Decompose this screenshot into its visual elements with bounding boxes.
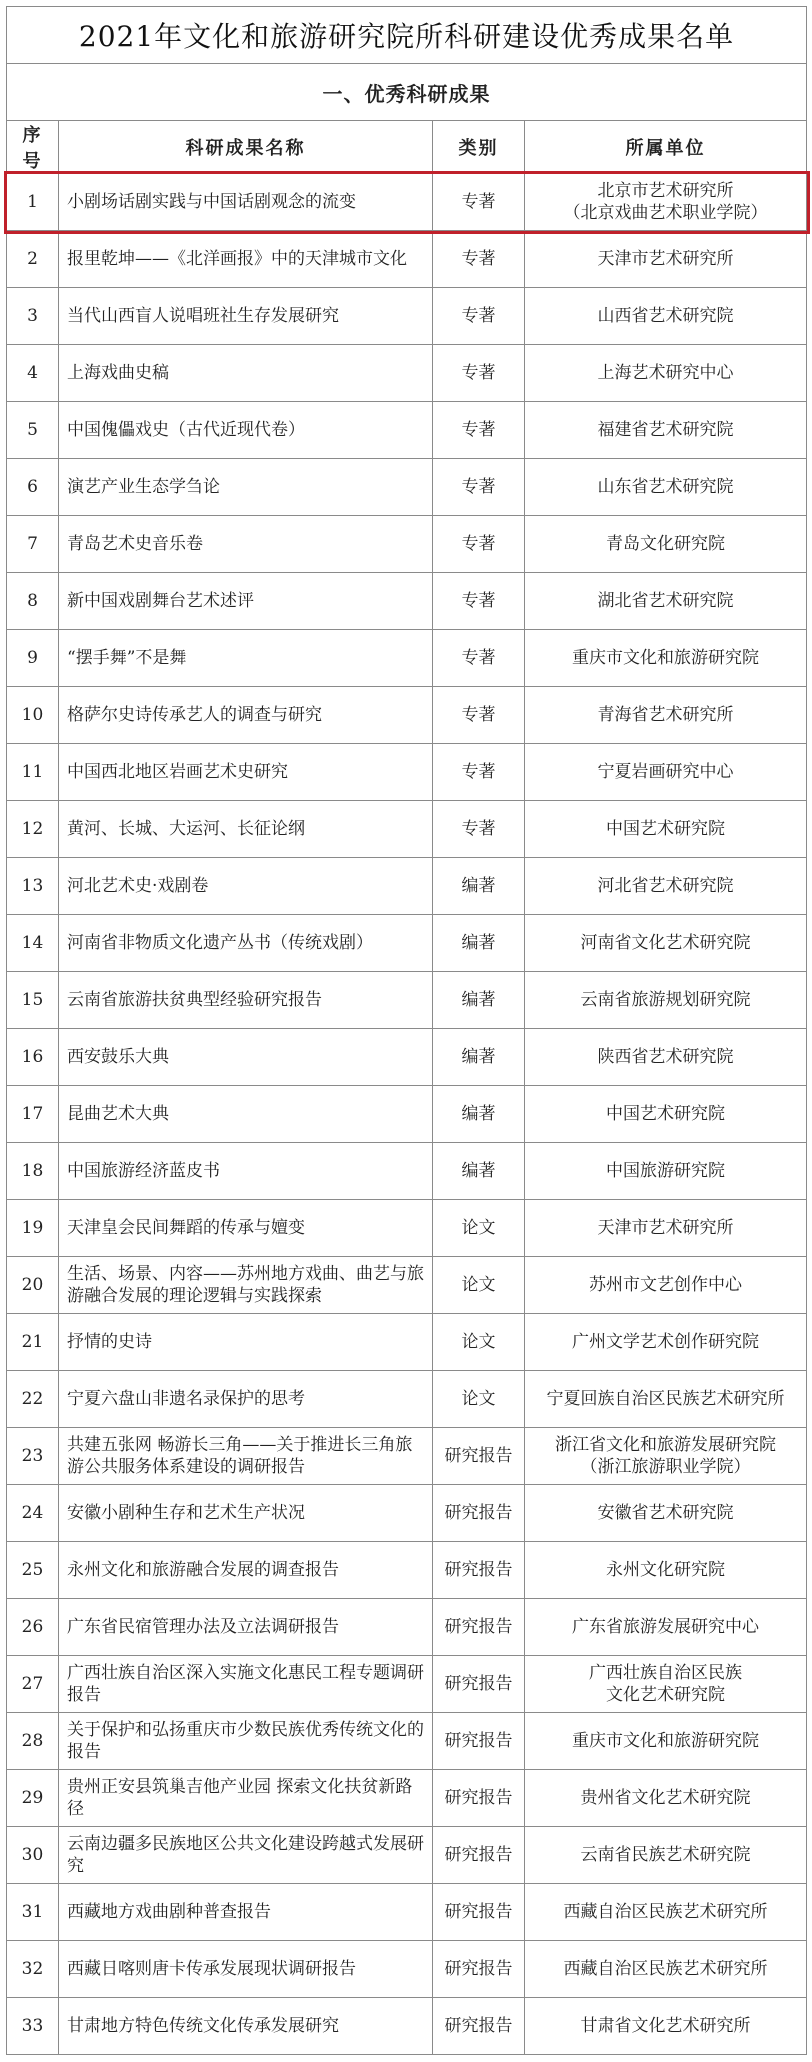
row-category: 研究报告 [433,1656,525,1713]
table-row [7,687,807,744]
row-number: 27 [7,1656,59,1713]
table-row [7,1884,807,1941]
row-title: 青岛艺术史音乐卷 [59,516,433,573]
row-institution: 河北省艺术研究院 [525,858,807,915]
table-row [7,1257,807,1314]
row-number: 16 [7,1029,59,1086]
row-title: 广西壮族自治区深入实施文化惠民工程专题调研报告 [59,1656,433,1713]
row-category: 研究报告 [433,1827,525,1884]
table-row [7,1998,807,2055]
results-table [6,6,807,2055]
row-category: 编著 [433,972,525,1029]
row-institution: 苏州市文艺创作中心 [525,1257,807,1314]
row-number: 17 [7,1086,59,1143]
row-title: 抒情的史诗 [59,1314,433,1371]
row-institution: 广西壮族自治区民族 文化艺术研究院 [525,1656,807,1713]
row-title: 中国旅游经济蓝皮书 [59,1143,433,1200]
table-row [7,1770,807,1827]
row-category: 编著 [433,1086,525,1143]
column-header-name: 科研成果名称 [59,121,433,174]
row-number: 21 [7,1314,59,1371]
table-row [7,1143,807,1200]
row-number: 24 [7,1485,59,1542]
row-institution: 上海艺术研究中心 [525,345,807,402]
table-row [7,1428,807,1485]
row-institution: 广州文学艺术创作研究院 [525,1314,807,1371]
table-row [7,1314,807,1371]
row-title: 昆曲艺术大典 [59,1086,433,1143]
row-category: 研究报告 [433,1941,525,1998]
table-header-row [7,121,807,174]
row-title: 甘肃地方特色传统文化传承发展研究 [59,1998,433,2055]
row-number: 29 [7,1770,59,1827]
row-number: 11 [7,744,59,801]
row-number: 14 [7,915,59,972]
row-institution: 浙江省文化和旅游发展研究院 （浙江旅游职业学院） [525,1428,807,1485]
row-category: 论文 [433,1257,525,1314]
row-number: 13 [7,858,59,915]
row-title: 小剧场话剧实践与中国话剧观念的流变 [59,174,433,231]
row-title: “摆手舞”不是舞 [59,630,433,687]
row-number: 20 [7,1257,59,1314]
row-number: 23 [7,1428,59,1485]
table-row [7,1542,807,1599]
row-number: 1 [7,174,59,231]
row-number: 15 [7,972,59,1029]
table-row [7,744,807,801]
table-row [7,1599,807,1656]
row-number: 5 [7,402,59,459]
row-title: 新中国戏剧舞台艺术述评 [59,573,433,630]
row-category: 研究报告 [433,1998,525,2055]
table-row [7,915,807,972]
row-institution: 北京市艺术研究所 （北京戏曲艺术职业学院） [525,174,807,231]
column-header-unit: 所属单位 [525,121,807,174]
row-category: 专著 [433,801,525,858]
row-category: 研究报告 [433,1884,525,1941]
row-institution: 云南省民族艺术研究院 [525,1827,807,1884]
row-category: 研究报告 [433,1599,525,1656]
row-institution: 福建省艺术研究院 [525,402,807,459]
row-category: 专著 [433,630,525,687]
row-institution: 永州文化研究院 [525,1542,807,1599]
row-category: 专著 [433,231,525,288]
row-category: 研究报告 [433,1713,525,1770]
row-number: 12 [7,801,59,858]
row-title: 永州文化和旅游融合发展的调查报告 [59,1542,433,1599]
row-category: 研究报告 [433,1485,525,1542]
table-row [7,231,807,288]
row-category: 专著 [433,459,525,516]
row-category: 专著 [433,744,525,801]
row-institution: 天津市艺术研究所 [525,231,807,288]
row-institution: 湖北省艺术研究院 [525,573,807,630]
row-number: 4 [7,345,59,402]
row-category: 专著 [433,402,525,459]
row-category: 专著 [433,687,525,744]
table-row [7,1827,807,1884]
table-row [7,1086,807,1143]
row-number: 33 [7,1998,59,2055]
row-category: 研究报告 [433,1428,525,1485]
row-category: 论文 [433,1371,525,1428]
row-institution: 安徽省艺术研究院 [525,1485,807,1542]
row-number: 22 [7,1371,59,1428]
row-title: 西藏地方戏曲剧种普查报告 [59,1884,433,1941]
table-row [7,402,807,459]
row-category: 专著 [433,345,525,402]
row-title: 广东省民宿管理办法及立法调研报告 [59,1599,433,1656]
row-institution: 青岛文化研究院 [525,516,807,573]
row-institution: 中国艺术研究院 [525,1086,807,1143]
row-institution: 陕西省艺术研究院 [525,1029,807,1086]
table-row [7,573,807,630]
row-category: 编著 [433,915,525,972]
row-number: 26 [7,1599,59,1656]
row-category: 研究报告 [433,1770,525,1827]
row-title: 云南省旅游扶贫典型经验研究报告 [59,972,433,1029]
row-title: 格萨尔史诗传承艺人的调查与研究 [59,687,433,744]
row-title: 中国西北地区岩画艺术史研究 [59,744,433,801]
row-category: 专著 [433,573,525,630]
row-number: 18 [7,1143,59,1200]
section-heading: 一、优秀科研成果 [7,64,807,121]
row-institution: 宁夏回族自治区民族艺术研究所 [525,1371,807,1428]
row-institution: 甘肃省文化艺术研究所 [525,1998,807,2055]
row-institution: 贵州省文化艺术研究院 [525,1770,807,1827]
row-institution: 天津市艺术研究所 [525,1200,807,1257]
row-number: 19 [7,1200,59,1257]
table-row [7,1656,807,1713]
row-title: 当代山西盲人说唱班社生存发展研究 [59,288,433,345]
row-title: 天津皇会民间舞蹈的传承与嬗变 [59,1200,433,1257]
row-category: 专著 [433,174,525,231]
row-number: 6 [7,459,59,516]
row-institution: 广东省旅游发展研究中心 [525,1599,807,1656]
table-body [7,174,807,2055]
row-number: 30 [7,1827,59,1884]
row-title: 共建五张网 畅游长三角——关于推进长三角旅游公共服务体系建设的调研报告 [59,1428,433,1485]
row-institution: 河南省文化艺术研究院 [525,915,807,972]
table-row [7,1941,807,1998]
row-title: 云南边疆多民族地区公共文化建设跨越式发展研究 [59,1827,433,1884]
table-row [7,1485,807,1542]
row-institution: 云南省旅游规划研究院 [525,972,807,1029]
row-institution: 青海省艺术研究所 [525,687,807,744]
document-page [6,6,806,2055]
row-category: 编著 [433,1029,525,1086]
row-title: 安徽小剧种生存和艺术生产状况 [59,1485,433,1542]
row-number: 32 [7,1941,59,1998]
row-number: 8 [7,573,59,630]
row-title: 河南省非物质文化遗产丛书（传统戏剧） [59,915,433,972]
table-row [7,1200,807,1257]
row-category: 专著 [433,288,525,345]
table-row [7,801,807,858]
row-category: 编著 [433,1143,525,1200]
row-category: 论文 [433,1314,525,1371]
table-row [7,459,807,516]
row-category: 编著 [433,858,525,915]
row-institution: 宁夏岩画研究中心 [525,744,807,801]
table-row [7,288,807,345]
table-row [7,1371,807,1428]
row-number: 28 [7,1713,59,1770]
table-row [7,345,807,402]
row-category: 研究报告 [433,1542,525,1599]
table-row [7,174,807,231]
row-title: 黄河、长城、大运河、长征论纲 [59,801,433,858]
row-title: 报里乾坤——《北洋画报》中的天津城市文化 [59,231,433,288]
row-institution: 西藏自治区民族艺术研究所 [525,1941,807,1998]
row-institution: 西藏自治区民族艺术研究所 [525,1884,807,1941]
row-institution: 中国旅游研究院 [525,1143,807,1200]
row-number: 7 [7,516,59,573]
table-row [7,1713,807,1770]
row-title: 演艺产业生态学刍论 [59,459,433,516]
row-category: 论文 [433,1200,525,1257]
row-title: 贵州正安县筑巢吉他产业园 探索文化扶贫新路径 [59,1770,433,1827]
table-row [7,1029,807,1086]
row-title: 中国傀儡戏史（古代近现代卷） [59,402,433,459]
page-title: 2021年文化和旅游研究院所科研建设优秀成果名单 [7,7,807,64]
row-number: 25 [7,1542,59,1599]
row-title: 生活、场景、内容——苏州地方戏曲、曲艺与旅游融合发展的理论逻辑与实践探索 [59,1257,433,1314]
row-institution: 中国艺术研究院 [525,801,807,858]
row-institution: 重庆市文化和旅游研究院 [525,630,807,687]
row-category: 专著 [433,516,525,573]
table-row [7,630,807,687]
row-institution: 重庆市文化和旅游研究院 [525,1713,807,1770]
row-number: 3 [7,288,59,345]
row-number: 31 [7,1884,59,1941]
row-title: 宁夏六盘山非遗名录保护的思考 [59,1371,433,1428]
row-number: 2 [7,231,59,288]
column-header-no: 序号 [7,121,59,174]
row-title: 西藏日喀则唐卡传承发展现状调研报告 [59,1941,433,1998]
row-title: 河北艺术史·戏剧卷 [59,858,433,915]
row-title: 关于保护和弘扬重庆市少数民族优秀传统文化的报告 [59,1713,433,1770]
row-institution: 山东省艺术研究院 [525,459,807,516]
row-institution: 山西省艺术研究院 [525,288,807,345]
row-title: 西安鼓乐大典 [59,1029,433,1086]
table-row [7,858,807,915]
table-row [7,972,807,1029]
table-row [7,516,807,573]
row-number: 9 [7,630,59,687]
column-header-type: 类别 [433,121,525,174]
row-number: 10 [7,687,59,744]
row-title: 上海戏曲史稿 [59,345,433,402]
